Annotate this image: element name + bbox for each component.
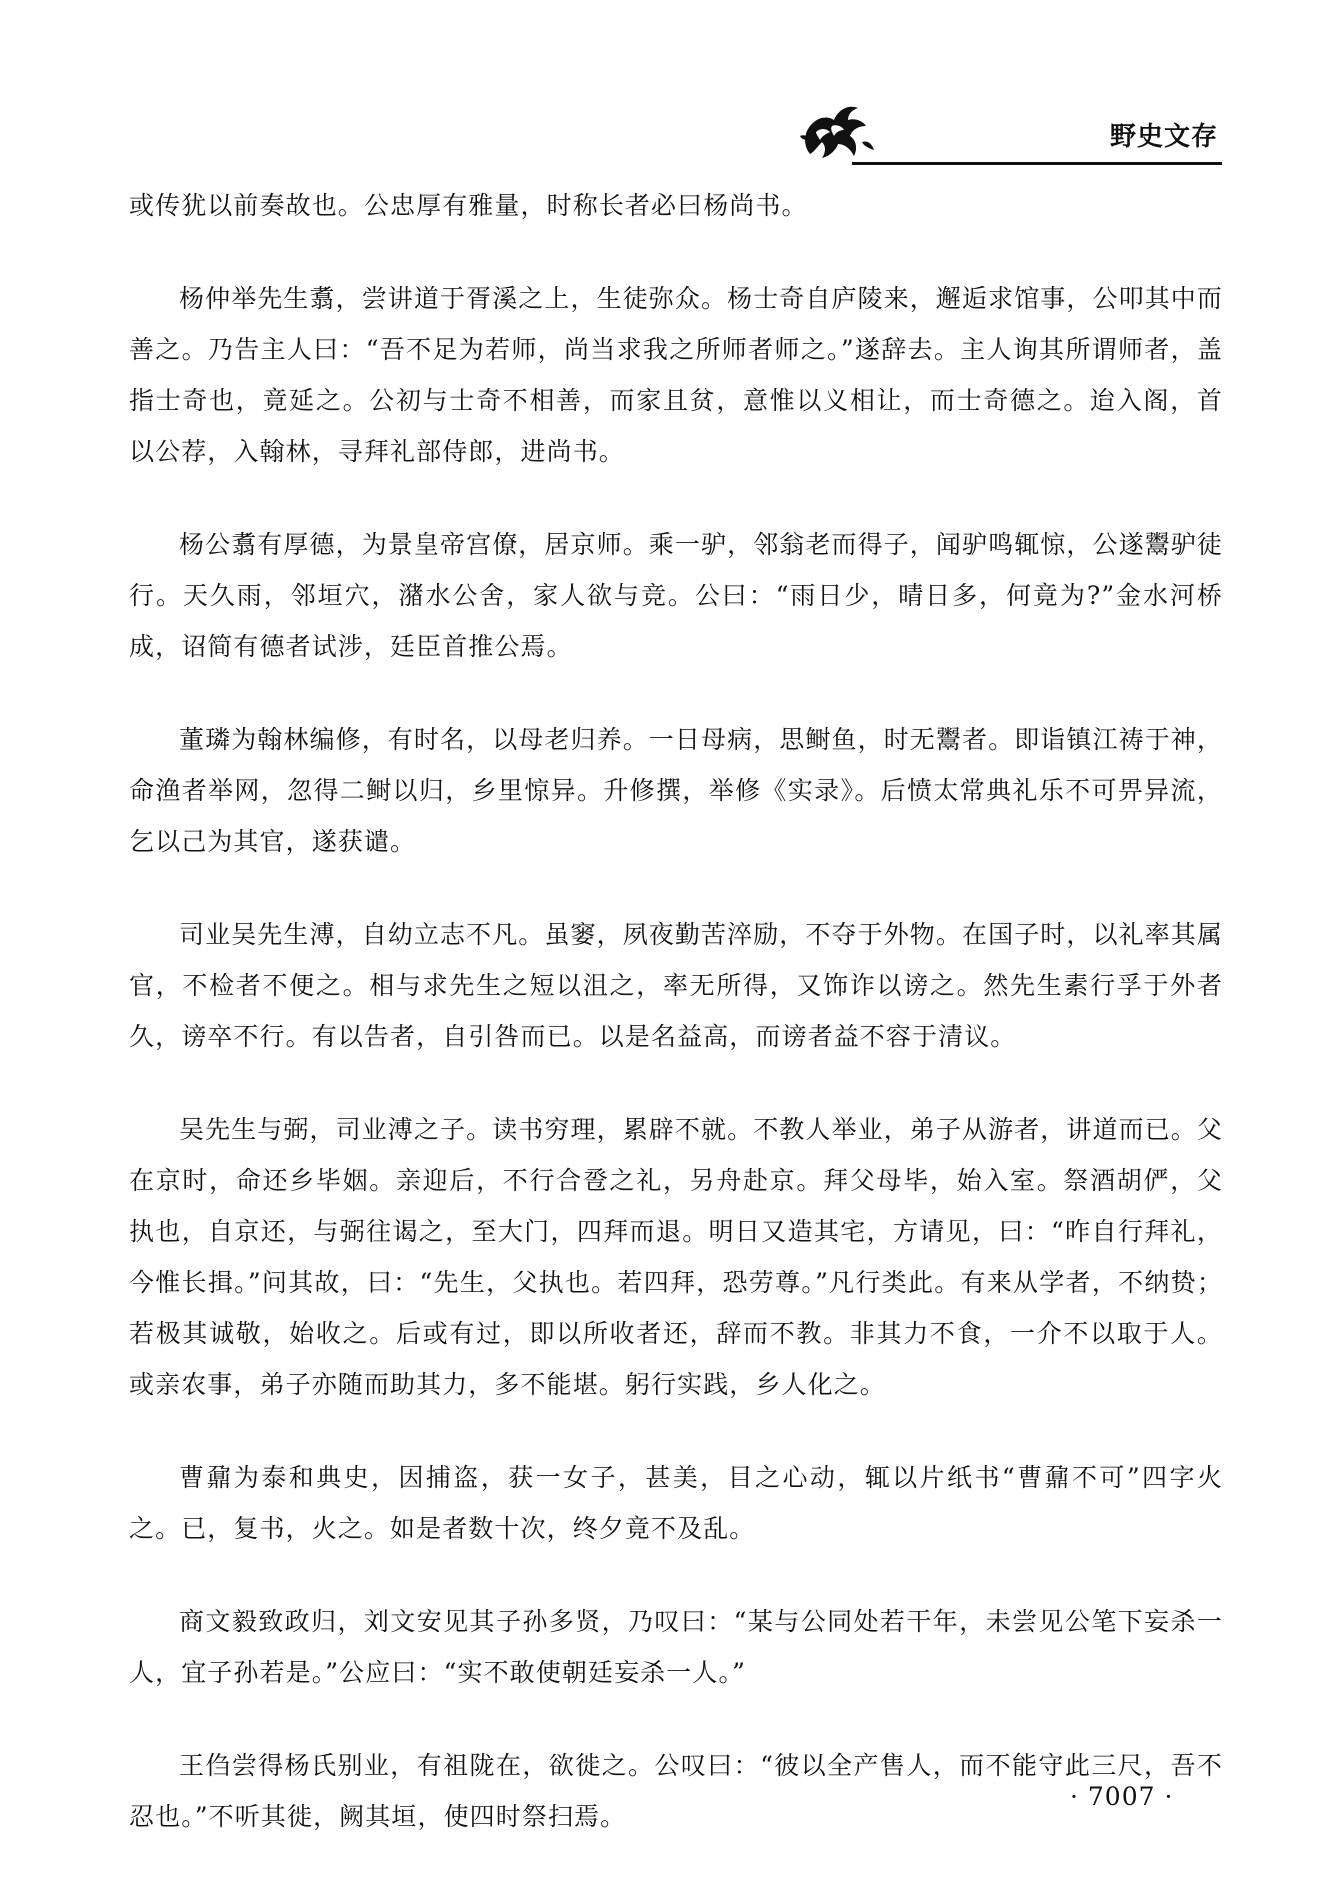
page-number: · 7007 · [1070, 1782, 1174, 1811]
paragraph-2: 杨仲举先生翥，尝讲道于胥溪之上，生徒弥众。杨士奇自庐陵来，邂逅求馆事，公叩其中而善之。乃告主人曰：“吾不足为若师，尚当求我之所师者师之。”遂辞去。主人询其所谓师者，盖指士奇也，竟延之。公初与士奇不相善，而家且贫，意惟以义相让，而士奇德之。迨入阁，首以公荐，入翰林，寻拜礼部侍郎，进尚书。 [129, 284, 1224, 466]
header-rule [852, 162, 1222, 165]
paragraph-7: 曹鼐为泰和典史，因捕盗，获一女子，甚美，目之心动，辄以片纸书“曹鼐不可”四字火之。已，复书，火之。如是者数十次，终夕竟不及乱。 [129, 1463, 1223, 1543]
paragraph-4: 董璘为翰林编修，有时名，以母老归养。一日母病，思鲥鱼，时无鬻者。即诣镇江祷于神，命渔者举网，忽得二鲥以归，乡里惊异。升修撰，举修《实录》。后愤太常典礼乐不可畀异流，乞以己为其官，遂获谴。 [129, 725, 1224, 856]
paragraph-6: 吴先生与弼，司业溥之子。读书穷理，累辟不就。不教人举业，弟子从游者，讲道而已。父在京时，命还乡毕姻。亲迎后，不行合卺之礼，另舟赴京。拜父母毕，始入室。祭酒胡俨，父执也，自京还，与弼往谒之，至大门，四拜而退。明日又造其宅，方请见，曰：“昨自行拜礼，今惟长揖。”问其故，曰：“先生，父执也。若四拜，恐劳尊。”凡行类此。有来从学者，不纳贽；若极其诚敬，始收之。后或有过，即以所收者还，辞而不教。非其力不食，一介不以取于人。或亲农事，弟子亦随而助其力，多不能堪。躬行实践，乡人化之。 [129, 1115, 1224, 1399]
running-header [792, 96, 1222, 166]
page-body [129, 180, 1223, 1884]
paragraph-3: 杨公翥有厚德，为景皇帝宫僚，居京师。乘一驴，邻翁老而得子，闻驴鸣辄惊，公遂鬻驴徒行。天久雨，邻垣穴，潴水公舍，家人欲与竞。公曰：“雨日少，晴日多，何竟为?”金水河桥成，诏简有德者试涉，廷臣首推公焉。 [129, 530, 1224, 661]
paragraph-1: 或传犹以前奏故也。公忠厚有雅量，时称长者必曰杨尚书。 [129, 191, 808, 220]
series-title: 野史文存 [1109, 122, 1218, 152]
paragraph-8: 商文毅致政归，刘文安见其子孙多贤，乃叹曰：“某与公同处若干年，未尝见公笔下妄杀一人，宜子孙若是。”公应曰：“实不敢使朝廷妄杀一人。” [129, 1607, 1223, 1687]
paragraph-9: 王㑇尝得杨氏别业，有祖陇在，欲徙之。公叹曰：“彼以全产售人，而不能守此三尺，吾不忍也。”不听其徙，阙其垣，使四时祭扫焉。 [129, 1751, 1223, 1831]
dragon-emblem-icon [792, 96, 878, 164]
paragraph-5: 司业吴先生溥，自幼立志不凡。虽窭，夙夜勤苦淬励，不夺于外物。在国子时，以礼率其属官，不检者不便之。相与求先生之短以沮之，率无所得，又饰诈以谤之。然先生素行孚于外者久，谤卒不行。有以告者，自引咎而已。以是名益高，而谤者益不容于清议。 [129, 920, 1224, 1051]
